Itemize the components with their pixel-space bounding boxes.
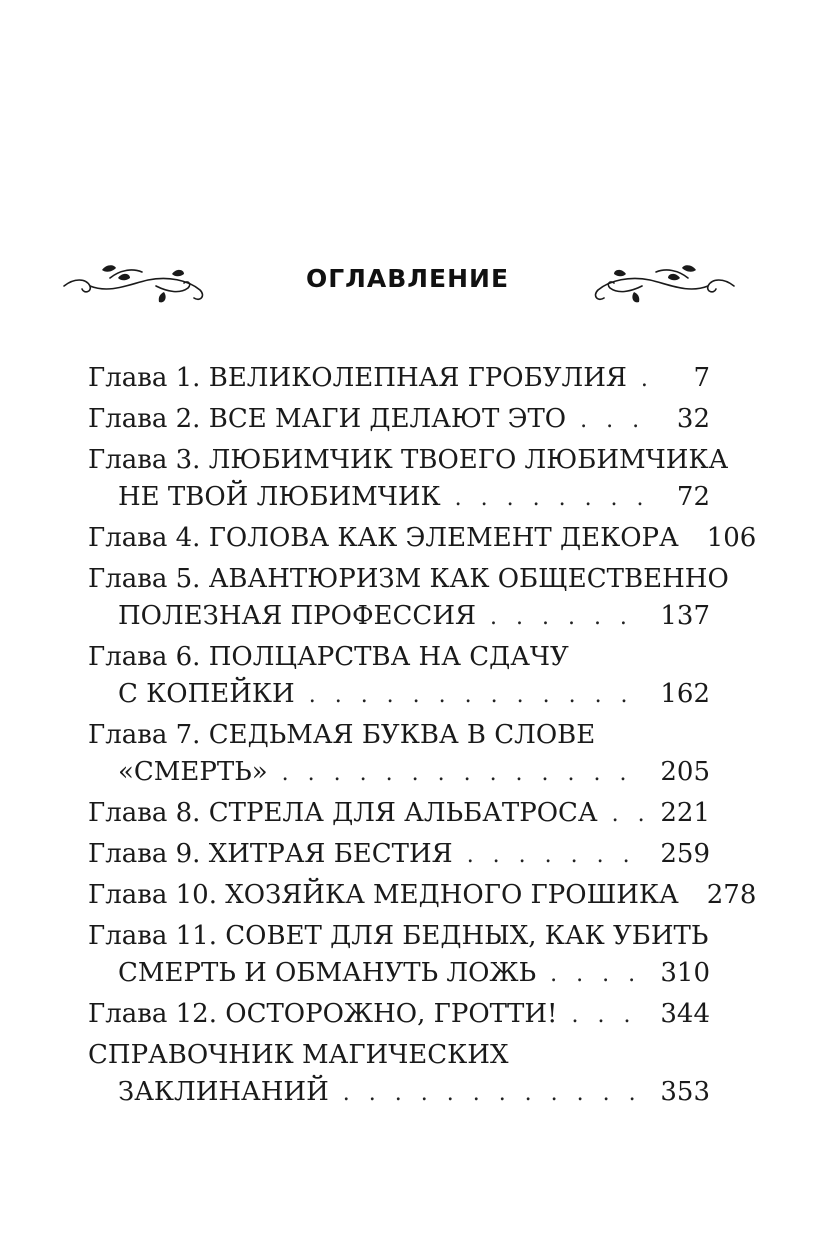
chapter-title-cont: ПОЛЕЗНАЯ ПРОФЕССИЯ: [118, 601, 476, 631]
chapter-title: ОСТОРОЖНО, ГРОТТИ!: [225, 999, 558, 1029]
chapter-number: Глава 5.: [88, 564, 201, 594]
chapter-title: ХИТРАЯ БЕСТИЯ: [208, 839, 453, 869]
page-number: 353: [660, 1077, 710, 1107]
appendix-title: СПРАВОЧНИК МАГИЧЕСКИХ: [88, 1040, 509, 1070]
chapter-number: Глава 8.: [88, 798, 201, 828]
page-number: 310: [660, 958, 710, 988]
chapter-number: Глава 6.: [88, 642, 201, 672]
leader-dots: [550, 956, 646, 993]
chapter-number: Глава 2.: [88, 404, 201, 434]
chapter-title: ГОЛОВА КАК ЭЛЕМЕНТ ДЕКОРА: [208, 523, 679, 553]
chapter-title: ВСЕ МАГИ ДЕЛАЮТ ЭТО: [208, 404, 567, 434]
page-number: 344: [660, 999, 710, 1029]
chapter-number: Глава 11.: [88, 921, 217, 951]
toc-entry-10[interactable]: [88, 877, 757, 914]
table-of-contents: [88, 360, 757, 1111]
leader-dots: [343, 1075, 647, 1112]
toc-entry-12[interactable]: [88, 996, 710, 1033]
toc-header: [0, 250, 815, 310]
page-number: 32: [676, 404, 710, 434]
chapter-title-cont: С КОПЕЙКИ: [118, 679, 295, 709]
chapter-number: Глава 1.: [88, 363, 201, 393]
chapter-title-cont: НЕ ТВОЙ ЛЮБИМЧИК: [118, 482, 441, 512]
chapter-title: СТРЕЛА ДЛЯ АЛЬБАТРОСА: [208, 798, 598, 828]
page-number: 72: [676, 482, 710, 512]
chapter-title: СЕДЬМАЯ БУКВА В СЛОВЕ: [208, 720, 596, 750]
chapter-title: ЛЮБИМЧИК ТВОЕГО ЛЮБИМЧИКА: [208, 445, 729, 475]
toc-entry-5[interactable]: [88, 561, 729, 635]
page-number: 259: [660, 839, 710, 869]
chapter-title: ХОЗЯЙКА МЕДНОГО ГРОШИКА: [225, 880, 679, 910]
leader-dots: [612, 796, 647, 833]
chapter-title-cont: СМЕРТЬ И ОБМАНУТЬ ЛОЖЬ: [118, 958, 537, 988]
leader-dots: [490, 599, 646, 636]
toc-entry-9[interactable]: [88, 836, 710, 873]
chapter-number: Глава 7.: [88, 720, 201, 750]
leader-dots: [572, 997, 647, 1034]
flourish-right-icon: [588, 256, 738, 306]
leader-dots: [282, 755, 647, 792]
toc-entry-2[interactable]: [88, 401, 710, 438]
chapter-title: СОВЕТ ДЛЯ БЕДНЫХ, КАК УБИТЬ: [225, 921, 709, 951]
leader-dots: [580, 402, 656, 439]
chapter-number: Глава 12.: [88, 999, 217, 1029]
chapter-number: Глава 10.: [88, 880, 217, 910]
page-number: 278: [706, 880, 757, 910]
page-number: 162: [660, 679, 710, 709]
toc-entry-11[interactable]: [88, 918, 710, 992]
page-number: 7: [693, 363, 710, 393]
leader-dots: [455, 480, 656, 517]
leader-dots: [309, 677, 647, 714]
toc-entry-7[interactable]: [88, 717, 710, 791]
chapter-number: Глава 3.: [88, 445, 201, 475]
chapter-number: Глава 4.: [88, 523, 201, 553]
chapter-title: ВЕЛИКОЛЕПНАЯ ГРОБУЛИЯ: [208, 363, 627, 393]
chapter-title: АВАНТЮРИЗМ КАК ОБЩЕСТВЕННО: [208, 564, 729, 594]
toc-entry-1[interactable]: [88, 360, 710, 397]
toc-entry-appendix[interactable]: [88, 1037, 710, 1111]
toc-entry-3[interactable]: [88, 442, 729, 516]
toc-entry-4[interactable]: [88, 520, 757, 557]
page-number: 221: [660, 798, 710, 828]
chapter-number: Глава 9.: [88, 839, 201, 869]
chapter-title: ПОЛЦАРСТВА НА СДАЧУ: [208, 642, 569, 672]
page-number: 106: [706, 523, 757, 553]
page-number: 137: [660, 601, 710, 631]
appendix-title-cont: ЗАКЛИНАНИЙ: [118, 1077, 329, 1107]
leader-dots: [467, 837, 647, 874]
chapter-title-cont: «СМЕРТЬ»: [118, 757, 268, 787]
toc-entry-8[interactable]: [88, 795, 710, 832]
page-number: 205: [660, 757, 710, 787]
leader-dots: [641, 361, 656, 398]
page-title: ОГЛАВЛЕНИЕ: [305, 264, 510, 293]
toc-entry-6[interactable]: [88, 639, 710, 713]
